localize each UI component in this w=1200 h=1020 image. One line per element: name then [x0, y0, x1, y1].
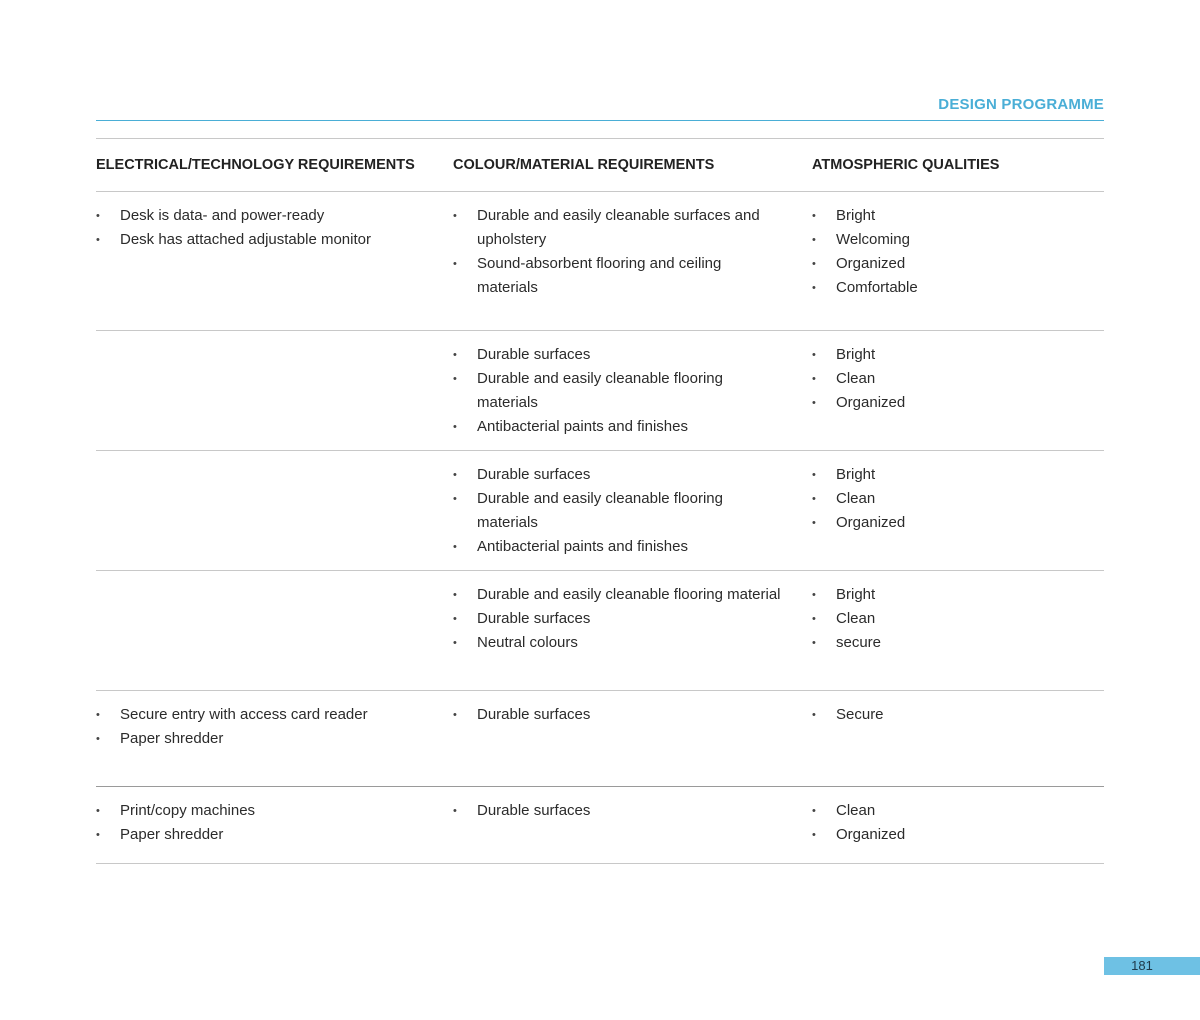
list-item: • Organized	[812, 391, 1104, 415]
table-row	[96, 787, 1104, 864]
list-item: • Durable surfaces	[453, 703, 812, 727]
list-item: • Bright	[812, 583, 1104, 607]
bullet-list	[812, 799, 1104, 847]
list-item: • Organized	[812, 823, 1104, 847]
list-item: • Organized	[812, 252, 1104, 276]
list-item: • Welcoming	[812, 228, 1104, 252]
list-item: • Durable surfaces	[453, 799, 812, 823]
list-item: • Sound-absorbent flooring and ceiling materials	[453, 252, 812, 300]
cell-colour	[453, 331, 812, 450]
bullet-list	[453, 343, 812, 439]
list-item: • Bright	[812, 204, 1104, 228]
cell-electrical	[96, 451, 453, 570]
list-item: • Durable and easily cleanable flooring material	[453, 583, 812, 607]
cell-atmospheric	[812, 571, 1104, 690]
list-item: • Clean	[812, 487, 1104, 511]
list-item: • Durable surfaces	[453, 607, 812, 631]
cell-electrical	[96, 571, 453, 690]
cell-atmospheric	[812, 691, 1104, 786]
list-item: • Durable and easily cleanable flooring materials	[453, 367, 812, 415]
list-item: • Bright	[812, 343, 1104, 367]
section-title: DESIGN PROGRAMME	[938, 96, 1104, 113]
list-item: • Desk is data- and power-ready	[96, 204, 453, 228]
list-item: • Comfortable	[812, 276, 1104, 300]
cell-atmospheric	[812, 192, 1104, 330]
cell-colour	[453, 787, 812, 863]
list-item: • Clean	[812, 367, 1104, 391]
list-item: • Organized	[812, 511, 1104, 535]
list-item: • Durable surfaces	[453, 463, 812, 487]
list-item: • secure	[812, 631, 1104, 655]
bullet-list	[812, 703, 1104, 727]
list-item: • Clean	[812, 799, 1104, 823]
bullet-list	[453, 583, 812, 655]
cell-electrical	[96, 331, 453, 450]
table-row	[96, 571, 1104, 691]
cell-atmospheric	[812, 451, 1104, 570]
list-item: • Paper shredder	[96, 823, 453, 847]
list-item: • Secure entry with access card reader	[96, 703, 453, 727]
bullet-list	[96, 799, 453, 847]
bullet-list	[453, 204, 812, 300]
cell-atmospheric	[812, 787, 1104, 863]
bullet-list	[812, 204, 1104, 300]
table-row	[96, 192, 1104, 331]
header-rule	[96, 120, 1104, 121]
table-row	[96, 331, 1104, 451]
list-item: • Secure	[812, 703, 1104, 727]
list-item: • Antibacterial paints and finishes	[453, 535, 812, 559]
cell-electrical	[96, 691, 453, 786]
list-item: • Paper shredder	[96, 727, 453, 751]
list-item: • Neutral colours	[453, 631, 812, 655]
list-item: • Clean	[812, 607, 1104, 631]
list-item: • Durable and easily cleanable surfaces and upholstery	[453, 204, 812, 252]
column-header-electrical: ELECTRICAL/TECHNOLOGY REQUIREMENTS	[96, 157, 415, 173]
table-row	[96, 451, 1104, 571]
cell-electrical	[96, 787, 453, 863]
table-body	[96, 192, 1104, 864]
bullet-list	[812, 463, 1104, 535]
cell-colour	[453, 451, 812, 570]
list-item: • Desk has attached adjustable monitor	[96, 228, 453, 252]
bullet-list	[96, 204, 453, 252]
column-header-atmospheric: ATMOSPHERIC QUALITIES	[812, 157, 1000, 173]
bullet-list	[96, 703, 453, 751]
bullet-list	[453, 703, 812, 727]
page-number: 181	[1104, 957, 1200, 975]
list-item: • Print/copy machines	[96, 799, 453, 823]
cell-colour	[453, 691, 812, 786]
bullet-list	[453, 799, 812, 823]
table-row	[96, 691, 1104, 787]
column-header-colour: COLOUR/MATERIAL REQUIREMENTS	[453, 157, 715, 173]
list-item: • Durable and easily cleanable flooring materials	[453, 487, 812, 535]
list-item: • Antibacterial paints and finishes	[453, 415, 812, 439]
cell-electrical	[96, 192, 453, 330]
bullet-list	[812, 343, 1104, 415]
bullet-list	[453, 463, 812, 559]
bullet-list	[812, 583, 1104, 655]
cell-colour	[453, 192, 812, 330]
table-header	[96, 139, 1104, 192]
cell-colour	[453, 571, 812, 690]
list-item: • Durable surfaces	[453, 343, 812, 367]
cell-atmospheric	[812, 331, 1104, 450]
list-item: • Bright	[812, 463, 1104, 487]
requirements-table	[96, 138, 1104, 864]
